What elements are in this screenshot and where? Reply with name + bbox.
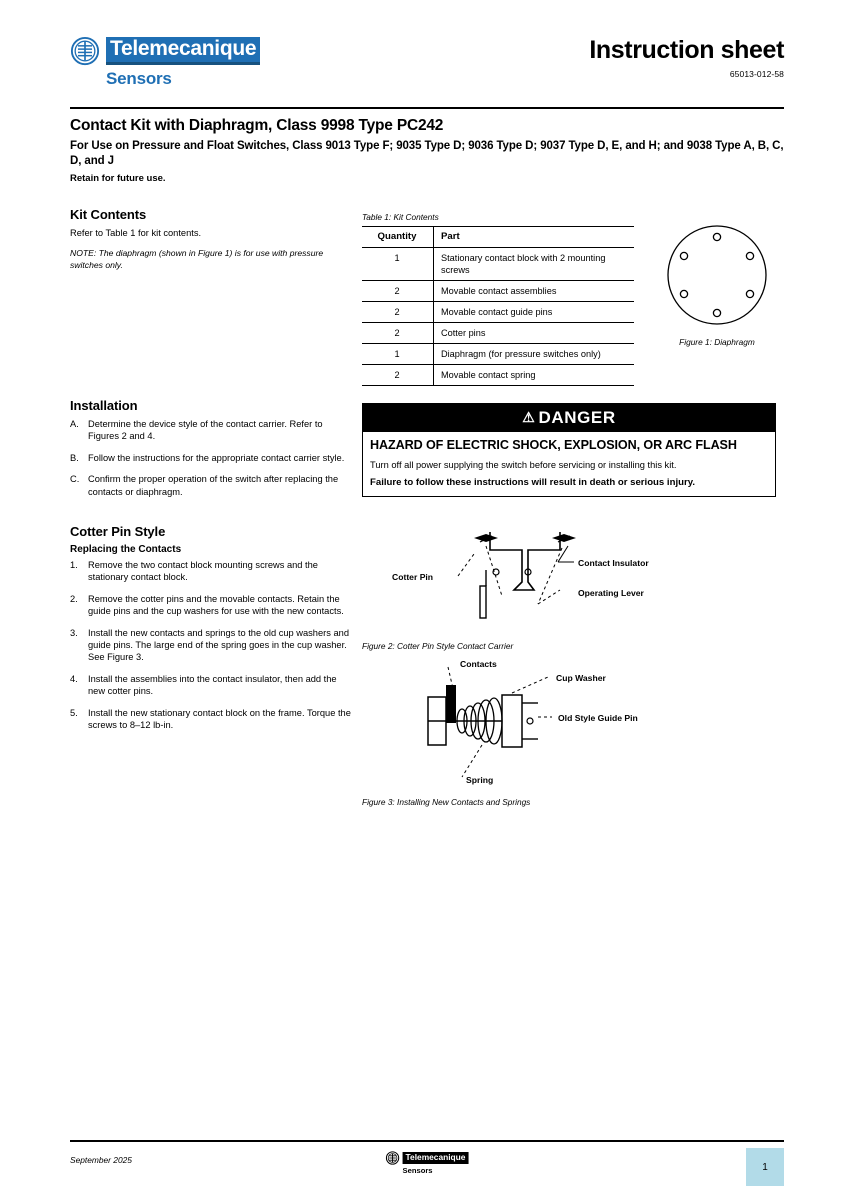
footer-brand-name: Telemecanique	[403, 1152, 469, 1164]
danger-heading: HAZARD OF ELECTRIC SHOCK, EXPLOSION, OR ARC FLASH	[370, 438, 737, 452]
table-row	[362, 302, 634, 323]
figure-2-label-operating-lever: Operating Lever	[578, 588, 644, 598]
list-item	[70, 452, 355, 464]
title-block	[70, 116, 784, 184]
document-footer	[70, 1148, 784, 1192]
danger-banner	[363, 404, 775, 432]
cotter-subheading: Replacing the Contacts	[70, 544, 182, 555]
table-header-part: Part	[434, 227, 635, 248]
step-marker: A.	[70, 419, 79, 429]
cell-part: Cotter pins	[434, 323, 635, 344]
installation-section	[70, 398, 355, 507]
figure-3	[362, 655, 782, 807]
danger-body	[363, 432, 775, 496]
list-item	[70, 473, 355, 498]
cotter-steps	[70, 559, 355, 731]
cotter-heading: Cotter Pin Style	[70, 524, 166, 539]
step-text: Remove the two contact block mounting screws and the stationary contact block.	[88, 560, 318, 583]
cell-part: Diaphragm (for pressure switches only)	[434, 344, 635, 365]
footer-date: September 2025	[70, 1155, 132, 1165]
step-text: Confirm the proper operation of the switch after replacing the contacts or diaphragm.	[88, 474, 339, 497]
diaphragm-diagram-icon	[657, 220, 777, 332]
table-caption: Table 1: Kit Contents	[362, 212, 439, 222]
list-item	[70, 673, 355, 698]
document-header	[70, 36, 784, 108]
brand-name: Telemecanique	[106, 37, 260, 65]
list-item	[70, 418, 355, 443]
footer-divider	[70, 1140, 784, 1142]
kit-contents-section	[70, 207, 355, 271]
cell-quantity: 2	[362, 323, 434, 344]
figure-3-label-contacts: Contacts	[460, 659, 497, 669]
cell-quantity: 1	[362, 248, 434, 281]
danger-text: Turn off all power supplying the switch before servicing or installing this kit.	[370, 459, 677, 470]
cotter-pin-style-section	[70, 524, 355, 740]
step-text: Install the assemblies into the contact insulator, then add the new cotter pins.	[88, 673, 337, 697]
step-marker: B.	[70, 452, 79, 463]
page-number-badge	[746, 1148, 784, 1186]
cell-quantity: 2	[362, 281, 434, 302]
figure-2	[362, 524, 782, 651]
kit-contents-heading: Kit Contents	[70, 207, 147, 222]
list-item	[70, 707, 355, 732]
cell-part: Movable contact assemblies	[434, 281, 635, 302]
danger-label: DANGER	[538, 408, 616, 427]
step-marker: C.	[70, 474, 80, 485]
brand-logo	[70, 36, 300, 88]
cell-quantity: 2	[362, 365, 434, 386]
table-row	[362, 248, 634, 281]
kit-contents-note: NOTE: The diaphragm (shown in Figure 1) is for use with pressure switches only.	[70, 248, 324, 270]
figure-3-label-old-style-guide-pin: Old Style Guide Pin	[558, 713, 638, 723]
retain-notice: Retain for future use.	[70, 173, 166, 184]
table-header-quantity: Quantity	[362, 227, 434, 248]
step-text: Follow the instructions for the appropriate contact carrier style.	[88, 452, 345, 463]
step-text: Determine the device style of the contact carrier. Refer to Figures 2 and 4.	[88, 419, 323, 442]
list-item	[70, 627, 355, 664]
cell-part: Movable contact spring	[434, 365, 635, 386]
brand-subname: Sensors	[106, 69, 172, 88]
danger-consequence: Failure to follow these instructions will result in death or serious injury.	[370, 477, 695, 488]
step-marker: 4.	[70, 673, 78, 684]
installation-steps	[70, 418, 355, 498]
table-row	[362, 344, 634, 365]
figure-3-caption: Figure 3: Installing New Contacts and Springs	[362, 797, 531, 807]
table-row	[362, 323, 634, 344]
step-marker: 1.	[70, 560, 78, 570]
page-title: Contact Kit with Diaphragm, Class 9998 Type PC242	[70, 117, 444, 134]
list-item	[70, 559, 355, 584]
telemecanique-logo-icon	[386, 1151, 400, 1165]
installing-contacts-springs-diagram-icon	[362, 655, 782, 790]
step-text: Install the new contacts and springs to the old cup washers and guide pins. The large end of the spring goes in the cup washer. See Figure 3.	[88, 627, 349, 663]
step-marker: 2.	[70, 593, 78, 604]
footer-brand-logo	[386, 1151, 469, 1176]
warning-triangle-icon: ⚠	[522, 409, 536, 425]
step-marker: 3.	[70, 627, 78, 638]
page-number: 1	[762, 1161, 768, 1173]
figure-1-caption: Figure 1: Diaphragm	[679, 337, 755, 347]
telemecanique-logo-icon	[70, 36, 100, 66]
footer-brand-subname: Sensors	[402, 1166, 433, 1175]
kit-contents-table	[362, 226, 634, 386]
figure-3-label-cup-washer: Cup Washer	[556, 673, 606, 683]
installation-heading: Installation	[70, 398, 138, 413]
figure-2-label-cotter-pin: Cotter Pin	[392, 572, 434, 582]
page-subtitle: For Use on Pressure and Float Switches, Class 9013 Type F; 9035 Type D; 9036 Type D; 9037 Type D, E, and H; and 9038 Type A, B, C, D, and J	[70, 140, 784, 167]
document-number: 65013-012-58	[729, 69, 784, 79]
cell-quantity: 2	[362, 302, 434, 323]
kit-contents-table-wrap	[362, 212, 634, 386]
step-text: Remove the cotter pins and the movable contacts. Retain the guide pins and the cup washers for use with the new contacts.	[88, 593, 344, 617]
step-text: Install the new stationary contact block on the frame. Torque the screws to 8–12 lb-in.	[88, 707, 351, 731]
cell-part: Movable contact guide pins	[434, 302, 635, 323]
cell-part: Stationary contact block with 2 mounting screws	[434, 248, 635, 281]
figure-3-label-spring: Spring	[466, 775, 494, 785]
table-row	[362, 365, 634, 386]
table-header-row	[362, 227, 634, 248]
list-item	[70, 593, 355, 618]
danger-callout	[362, 403, 776, 497]
figure-2-caption: Figure 2: Cotter Pin Style Contact Carrier	[362, 641, 514, 651]
header-divider	[70, 107, 784, 109]
kit-contents-intro: Refer to Table 1 for kit contents.	[70, 228, 202, 238]
cell-quantity: 1	[362, 344, 434, 365]
document-kind: Instruction sheet	[589, 36, 784, 64]
figure-2-label-contact-insulator: Contact Insulator	[578, 558, 649, 568]
document-type-block	[589, 36, 784, 79]
figure-1	[650, 220, 784, 347]
step-marker: 5.	[70, 707, 78, 718]
table-row	[362, 281, 634, 302]
cotter-pin-contact-carrier-diagram-icon	[362, 524, 782, 634]
